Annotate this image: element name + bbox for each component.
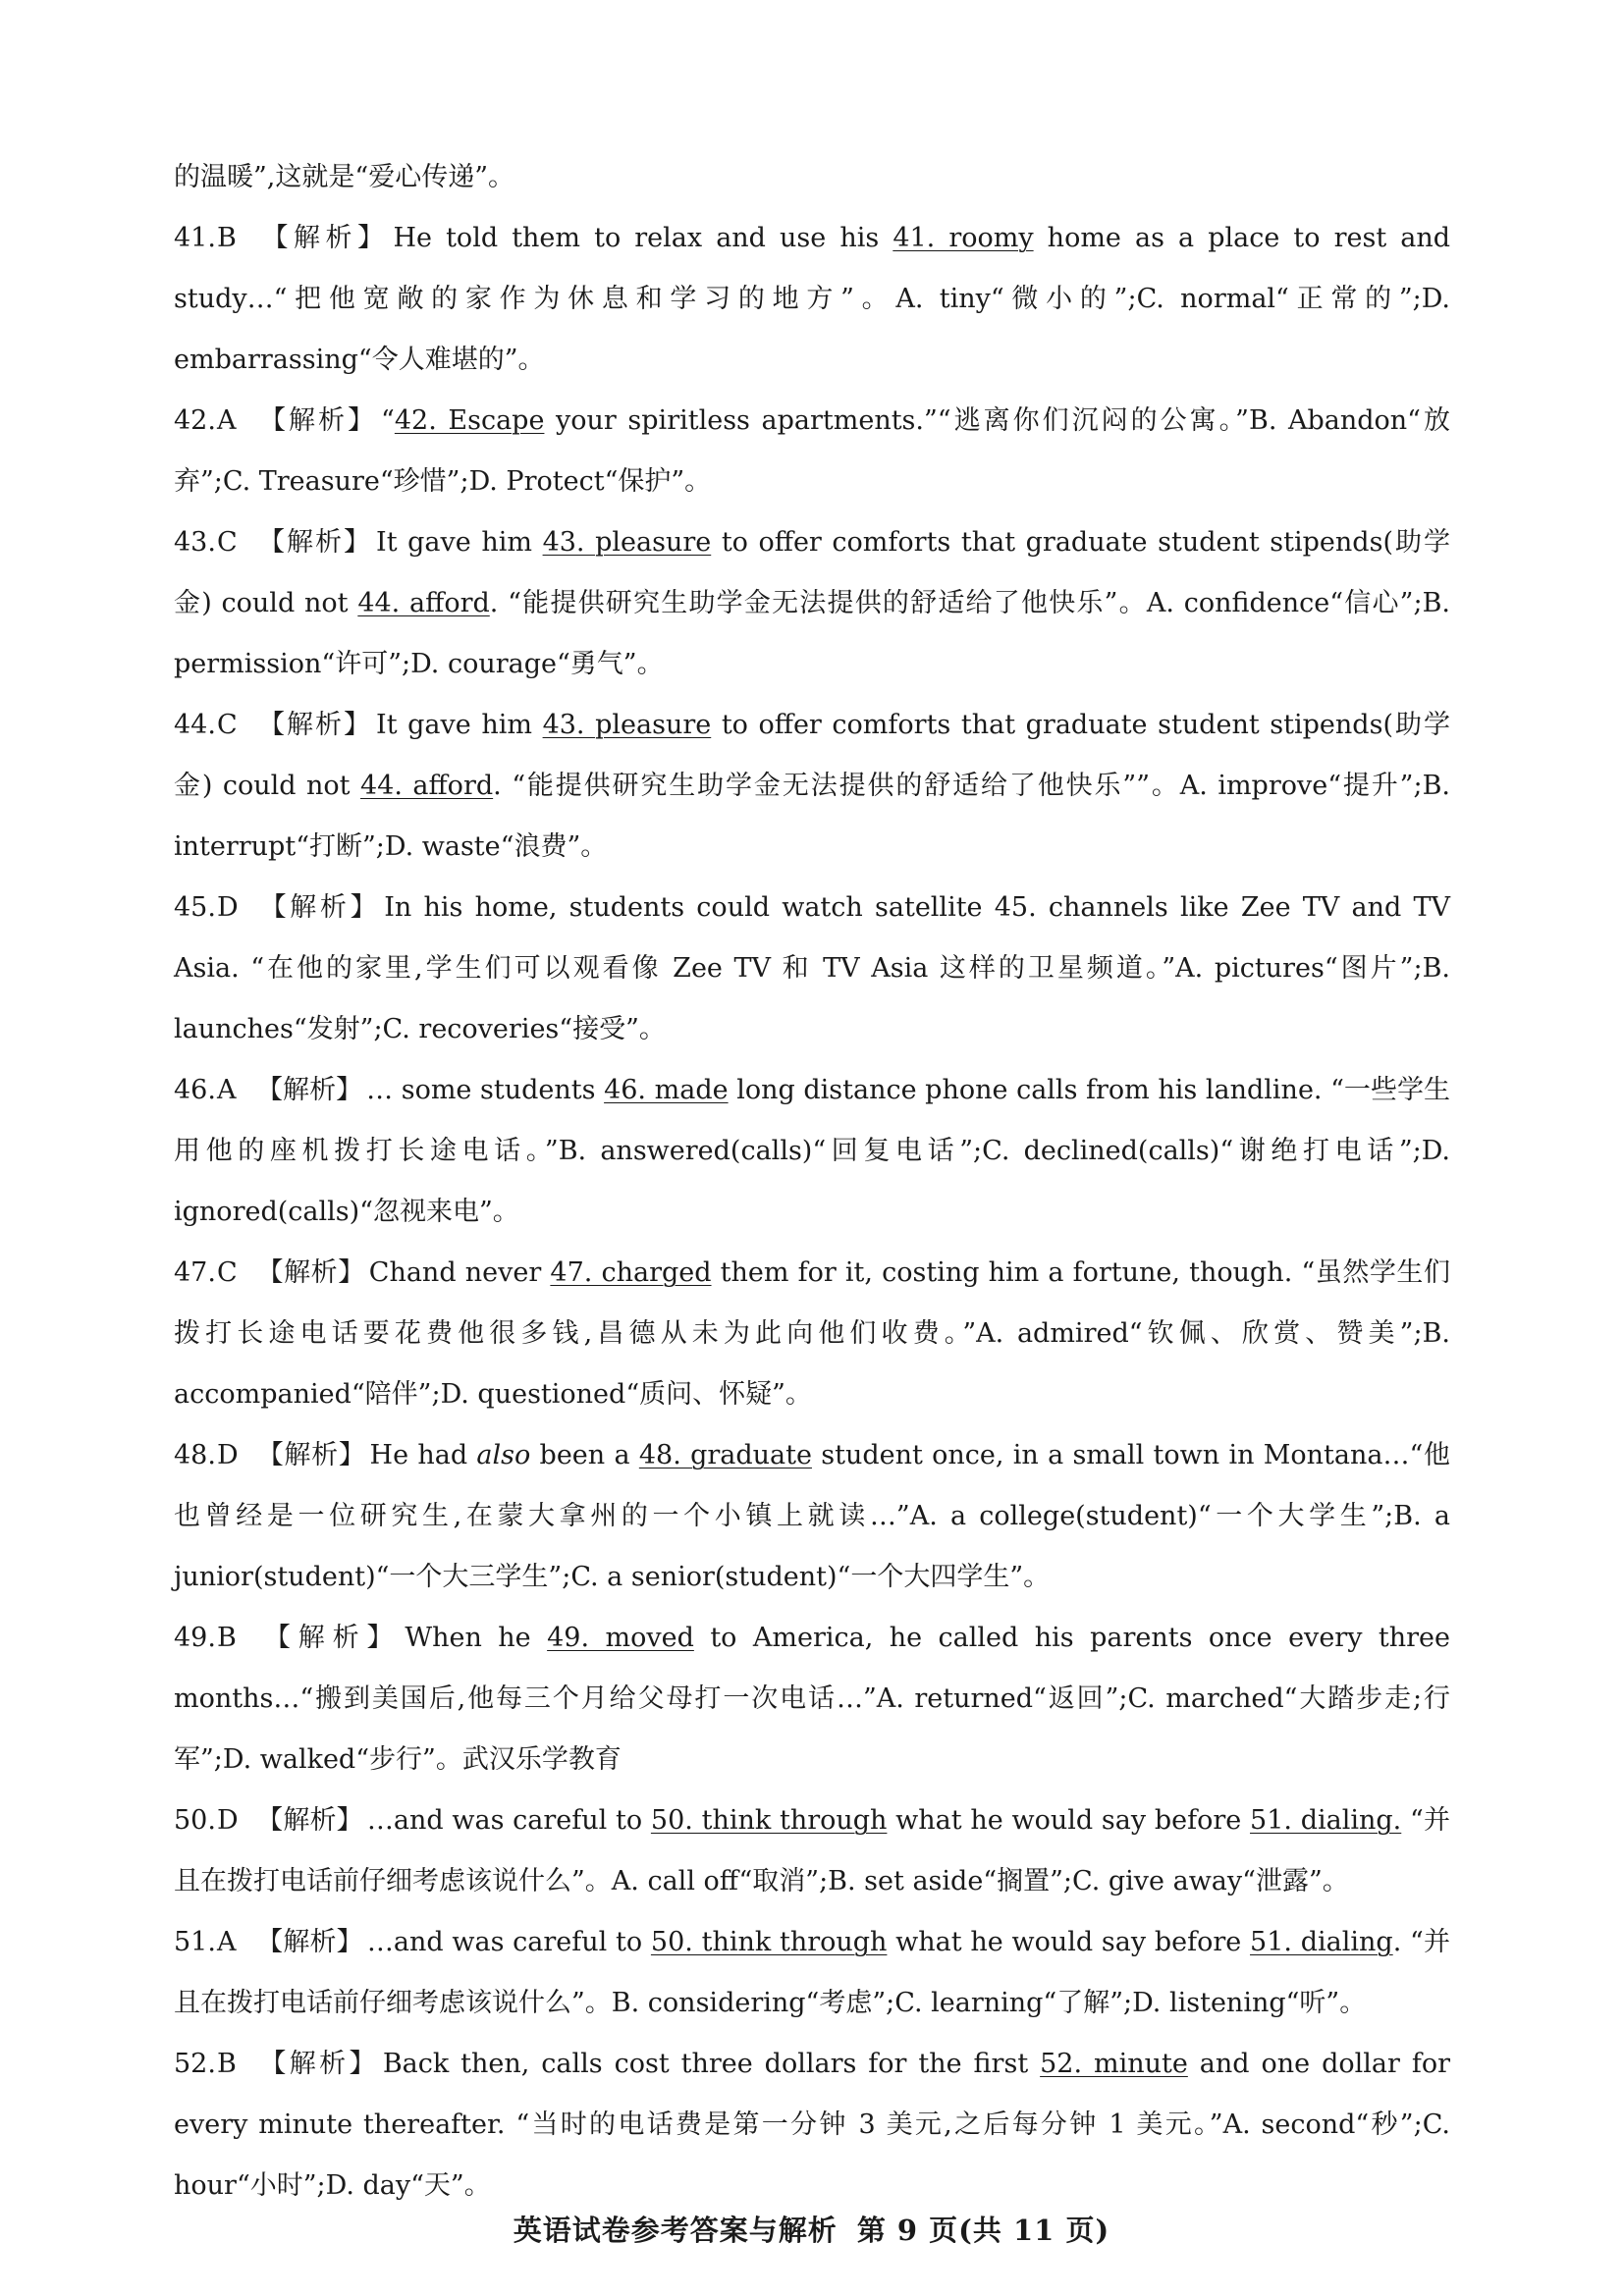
analysis-tag: 【解析】 xyxy=(256,405,378,436)
footer-title: 英语试卷参考答案与解析 xyxy=(513,2214,838,2247)
question-number: 49. xyxy=(174,1623,216,1653)
answer-letter: B xyxy=(217,2049,237,2079)
answer-letter: D xyxy=(217,892,239,923)
analysis-text: In his home, students could watch satellite 45. channels like Zee TV and TV Asia. “在他的家里,学生们可以观看像 Zee TV 和 TV Asia 这样的卫星频道。”A. pictures“图片”;B. launches“发射”;C. recoveries“接受”。 xyxy=(174,892,1451,1044)
answer-letter: B xyxy=(217,223,237,253)
question-number: 47. xyxy=(174,1257,216,1288)
analysis-text: …and was careful to 50. think through what he would say before 51. dialing. “并且在拨打电话前仔细考虑该说什么”。A. call off“取消”;B. set aside“搁置”;C. give away“泄露”。 xyxy=(174,1805,1450,1896)
analysis-tag: 【解析】 xyxy=(256,1075,363,1105)
answer-entry-50 xyxy=(174,1790,1450,1912)
answer-letter: D xyxy=(217,1805,239,1836)
answer-entry-42 xyxy=(174,391,1450,512)
answer-entry-44 xyxy=(174,695,1450,878)
question-number: 50. xyxy=(174,1805,216,1836)
answer-entry-41 xyxy=(174,208,1450,391)
question-number: 48. xyxy=(174,1440,216,1470)
answer-list xyxy=(174,208,1450,2216)
analysis-text: It gave him 43. pleasure to offer comforts that graduate student stipends(助学金) could not 44. afford. “能提供研究生助学金无法提供的舒适给了他快乐”。A. confidence“信心”;B. permission“许可”;D. courage“勇气”。 xyxy=(174,527,1450,679)
answer-letter: A xyxy=(217,1075,237,1105)
answer-entry-51 xyxy=(174,1912,1450,2034)
analysis-tag: 【解析】 xyxy=(256,1440,366,1470)
analysis-tag: 【解析】 xyxy=(256,1623,402,1653)
answer-entry-47 xyxy=(174,1243,1450,1425)
analysis-text: He told them to relax and use his 41. roomy home as a place to rest and study…“把他宽敞的家作为休息和学习的地方”。A. tiny“微小的”;C. normal“正常的”;D. embarrassing“令人难堪的”。 xyxy=(174,223,1451,375)
answer-content xyxy=(174,147,1450,2216)
question-number: 44. xyxy=(174,710,216,740)
question-number: 41. xyxy=(174,223,216,253)
footer-page-number: 第 9 页(共 11 页) xyxy=(856,2214,1110,2247)
analysis-tag: 【解析】 xyxy=(256,223,390,253)
analysis-text: When he 49. moved to America, he called his parents once every three months…“搬到美国后,他每三个月给父母打一次电话…”A. returned“返回”;C. marched“大踏步走;行军”;D. walked“步行”。武汉乐学教育 xyxy=(174,1623,1451,1775)
answer-letter: B xyxy=(217,1623,237,1653)
question-number: 45. xyxy=(174,892,216,923)
answer-letter: C xyxy=(217,527,238,558)
answer-entry-45 xyxy=(174,878,1450,1060)
answer-entry-49 xyxy=(174,1608,1450,1790)
analysis-tag: 【解析】 xyxy=(256,527,373,558)
answer-letter: C xyxy=(217,710,238,740)
answer-letter: C xyxy=(217,1257,238,1288)
answer-entry-43 xyxy=(174,512,1450,695)
analysis-tag: 【解析】 xyxy=(256,1927,363,1957)
analysis-tag: 【解析】 xyxy=(256,1805,363,1836)
question-number: 51. xyxy=(174,1927,216,1957)
analysis-text: … some students 46. made long distance phone calls from his landline. “一些学生用他的座机拨打长途电话。”B. answered(calls)“回复电话”;C. declined(calls)“谢绝打电话”;D. ignored(calls)“忽视来电”。 xyxy=(174,1075,1450,1227)
analysis-text: “42. Escape your spiritless apartments.”“逃离你们沉闷的公寓。”B. Abandon“放弃”;C. Treasure“珍惜”;D. Protect“保护”。 xyxy=(174,405,1450,497)
question-number: 43. xyxy=(174,527,216,558)
question-number: 42. xyxy=(174,405,216,436)
analysis-text: Back then, calls cost three dollars for the first 52. minute and one dollar for every minute thereafter. “当时的电话费是第一分钟 3 美元,之后每分钟 1 美元。”A. second“秒”;C. hour“小时”;D. day“天”。 xyxy=(174,2049,1450,2201)
intro-line: 的温暖”,这就是“爱心传递”。 xyxy=(174,162,514,192)
analysis-text: He had also been a 48. graduate student once, in a small town in Montana…“他也曾经是一位研究生,在蒙大拿州的一个小镇上就读…”A. a college(student)“一个大学生”;B. a junior(student)“一个大三学生”;C. a senior(student)“一个大四学生”。 xyxy=(174,1440,1450,1592)
analysis-text: …and was careful to 50. think through what he would say before 51. dialing. “并且在拨打电话前仔细考虑该说什么”。B. considering“考虑”;C. learning“了解”;D. listening“听”。 xyxy=(174,1927,1450,2018)
analysis-text: Chand never 47. charged them for it, costing him a fortune, though. “虽然学生们拨打长途电话要花费他很多钱,昌德从未为此向他们收费。”A. admired“钦佩、欣赏、赞美”;B. accompanied“陪伴”;D. questioned“质问、怀疑”。 xyxy=(174,1257,1450,1410)
question-number: 52. xyxy=(174,2049,216,2079)
question-number: 46. xyxy=(174,1075,216,1105)
analysis-tag: 【解析】 xyxy=(256,2049,379,2079)
analysis-tag: 【解析】 xyxy=(256,892,381,923)
answer-entry-52 xyxy=(174,2034,1450,2216)
analysis-tag: 【解析】 xyxy=(256,710,373,740)
analysis-text: It gave him 43. pleasure to offer comforts that graduate student stipends(助学金) could not 44. afford. “能提供研究生助学金无法提供的舒适给了他快乐””。A. improve“提升”;B. interrupt“打断”;D. waste“浪费”。 xyxy=(174,710,1451,862)
answer-letter: A xyxy=(217,405,237,436)
answer-letter: D xyxy=(217,1440,239,1470)
answer-letter: A xyxy=(217,1927,237,1957)
analysis-tag: 【解析】 xyxy=(256,1257,365,1288)
answer-entry-46 xyxy=(174,1060,1450,1243)
page-footer xyxy=(0,2209,1623,2249)
answer-entry-48 xyxy=(174,1425,1450,1608)
